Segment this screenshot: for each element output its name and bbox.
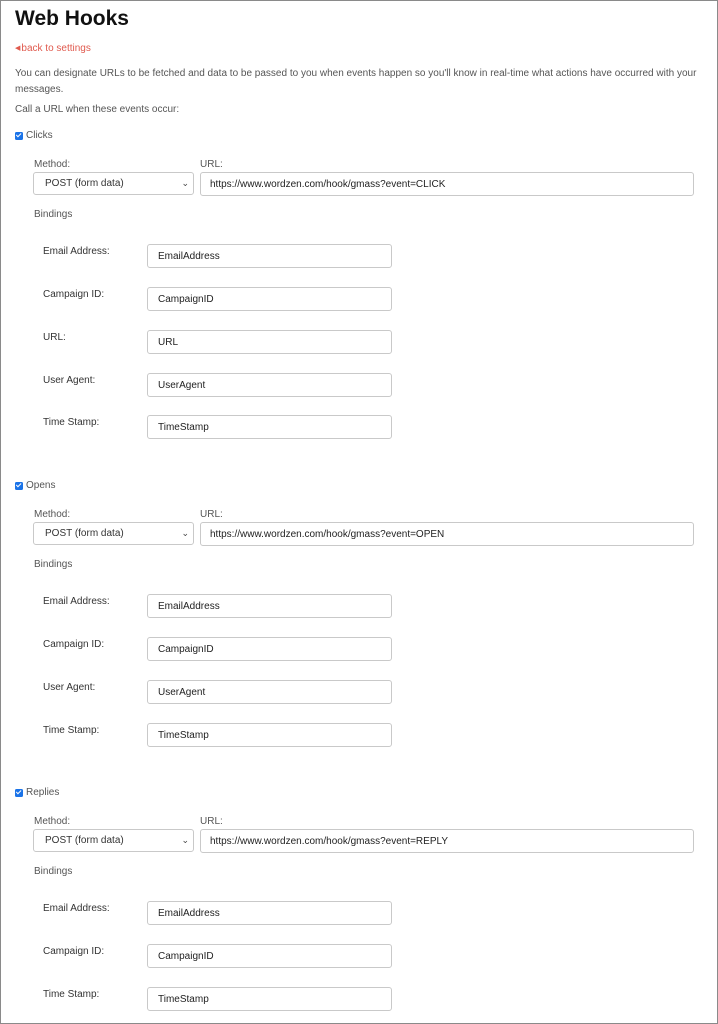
binding-input[interactable]: URL bbox=[147, 330, 392, 354]
binding-label: Email Address: bbox=[43, 903, 110, 914]
checkbox-checked-icon[interactable] bbox=[15, 132, 23, 140]
binding-label: User Agent: bbox=[43, 375, 96, 386]
method-label: Method: bbox=[34, 509, 71, 520]
binding-row bbox=[1, 901, 718, 925]
url-input[interactable]: https://www.wordzen.com/hook/gmass?event=OPEN bbox=[200, 522, 694, 546]
method-label: Method: bbox=[34, 159, 71, 170]
binding-row bbox=[1, 680, 718, 704]
checkbox-checked-icon[interactable] bbox=[15, 482, 23, 490]
checkbox-checked-icon[interactable] bbox=[15, 789, 23, 797]
url-label: URL: bbox=[200, 509, 223, 520]
chevron-down-icon: ⌄ bbox=[181, 178, 189, 188]
chevron-down-icon: ⌄ bbox=[181, 835, 189, 845]
binding-label: Campaign ID: bbox=[43, 639, 105, 650]
binding-input[interactable]: CampaignID bbox=[147, 944, 392, 968]
back-to-settings-link[interactable] bbox=[15, 43, 91, 54]
binding-row bbox=[1, 723, 718, 747]
url-input[interactable]: https://www.wordzen.com/hook/gmass?event=REPLY bbox=[200, 829, 694, 853]
binding-row bbox=[1, 373, 718, 397]
binding-input[interactable]: TimeStamp bbox=[147, 987, 392, 1011]
intro-text: You can designate URLs to be fetched and data to be passed to you when events happen so you'll know in real-time what actions have occurred with your messages. bbox=[15, 68, 697, 95]
method-label: Method: bbox=[34, 816, 71, 827]
back-link-label: back to settings bbox=[21, 43, 91, 54]
method-select-value: POST (form data) bbox=[45, 528, 124, 539]
method-select[interactable] bbox=[33, 522, 194, 545]
bindings-label: Bindings bbox=[34, 559, 73, 570]
bindings-label: Bindings bbox=[34, 866, 73, 877]
method-select[interactable] bbox=[33, 172, 194, 195]
url-label: URL: bbox=[200, 159, 223, 170]
url-input[interactable]: https://www.wordzen.com/hook/gmass?event=CLICK bbox=[200, 172, 694, 196]
binding-row bbox=[1, 987, 718, 1011]
page-title: Web Hooks bbox=[15, 7, 129, 30]
binding-row bbox=[1, 415, 718, 439]
binding-label: Time Stamp: bbox=[43, 725, 100, 736]
binding-row bbox=[1, 287, 718, 311]
binding-label: Email Address: bbox=[43, 596, 110, 607]
binding-input[interactable]: CampaignID bbox=[147, 637, 392, 661]
binding-input[interactable]: UserAgent bbox=[147, 373, 392, 397]
binding-input[interactable]: UserAgent bbox=[147, 680, 392, 704]
event-toggle-opens[interactable] bbox=[15, 480, 55, 491]
binding-input[interactable]: EmailAddress bbox=[147, 901, 392, 925]
binding-label: User Agent: bbox=[43, 682, 96, 693]
chevron-down-icon: ⌄ bbox=[181, 528, 189, 538]
binding-row bbox=[1, 594, 718, 618]
method-select[interactable] bbox=[33, 829, 194, 852]
binding-row bbox=[1, 637, 718, 661]
event-label: Opens bbox=[26, 480, 56, 491]
method-select-value: POST (form data) bbox=[45, 835, 124, 846]
binding-row bbox=[1, 330, 718, 354]
call-url-label: Call a URL when these events occur: bbox=[15, 104, 180, 115]
binding-input[interactable]: EmailAddress bbox=[147, 244, 392, 268]
binding-row bbox=[1, 244, 718, 268]
binding-input[interactable]: TimeStamp bbox=[147, 723, 392, 747]
binding-input[interactable]: EmailAddress bbox=[147, 594, 392, 618]
binding-input[interactable]: CampaignID bbox=[147, 287, 392, 311]
binding-label: URL: bbox=[43, 332, 66, 343]
event-label: Clicks bbox=[26, 130, 53, 141]
binding-label: Campaign ID: bbox=[43, 289, 105, 300]
binding-label: Time Stamp: bbox=[43, 989, 100, 1000]
bindings-label: Bindings bbox=[34, 209, 73, 220]
url-label: URL: bbox=[200, 816, 223, 827]
binding-input[interactable]: TimeStamp bbox=[147, 415, 392, 439]
binding-row bbox=[1, 944, 718, 968]
caret-left-icon: ◀ bbox=[15, 45, 21, 52]
binding-label: Time Stamp: bbox=[43, 417, 100, 428]
binding-label: Email Address: bbox=[43, 246, 110, 257]
event-toggle-clicks[interactable] bbox=[15, 130, 53, 141]
event-toggle-replies[interactable] bbox=[15, 787, 59, 798]
method-select-value: POST (form data) bbox=[45, 178, 124, 189]
binding-label: Campaign ID: bbox=[43, 946, 105, 957]
event-label: Replies bbox=[26, 787, 60, 798]
